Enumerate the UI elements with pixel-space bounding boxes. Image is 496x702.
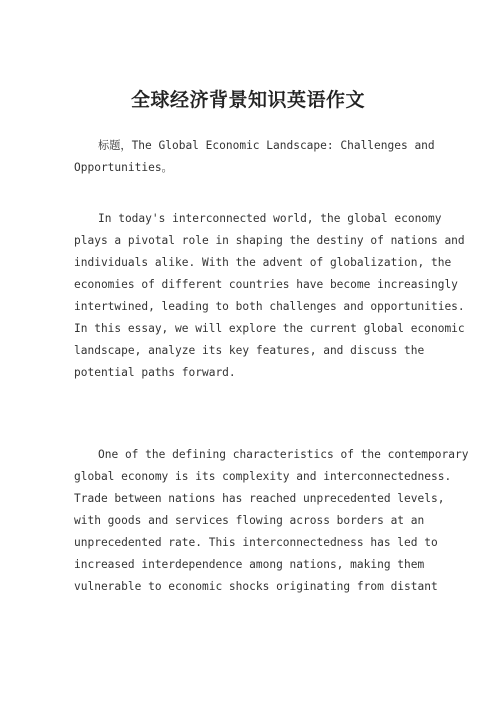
paragraph-line: landscape, analyze its key features, and discuss the bbox=[74, 344, 425, 357]
paragraph-line: potential paths forward. bbox=[74, 366, 236, 379]
paragraph-line: economies of different countries have become increasingly bbox=[74, 278, 458, 291]
paragraph-line: One of the defining characteristics of the contemporary bbox=[98, 448, 469, 461]
paragraph-title-line bbox=[74, 135, 434, 179]
paragraph-line: intertwined, leading to both challenges and opportunities. bbox=[74, 300, 465, 313]
paragraph-line: individuals alike. With the advent of globalization, the bbox=[74, 256, 452, 269]
document-title: 全球经济背景知识英语作文 bbox=[130, 89, 365, 111]
paragraph-line: Opportunities。 bbox=[74, 161, 173, 174]
paragraph-line: Trade between nations has reached unprecedented levels, bbox=[74, 492, 445, 505]
paragraph-line: plays a pivotal role in shaping the destiny of nations and bbox=[74, 234, 465, 247]
paragraph-line: In this essay, we will explore the current global economic bbox=[74, 322, 465, 335]
paragraph-line: increased interdependence among nations, making them bbox=[74, 558, 425, 571]
paragraph-line: vulnerable to economic shocks originating from distant bbox=[74, 580, 438, 593]
paragraph-line: In today's interconnected world, the global economy bbox=[98, 212, 442, 225]
paragraph-line: global economy is its complexity and interconnectedness. bbox=[74, 470, 452, 483]
paragraph-line: unprecedented rate. This interconnectedness has led to bbox=[74, 536, 438, 549]
paragraph-intro bbox=[74, 208, 465, 384]
paragraph-line: with goods and services flowing across borders at an bbox=[74, 514, 425, 527]
paragraph-line: 标题，The Global Economic Landscape: Challenges and bbox=[98, 139, 435, 152]
paragraph-body bbox=[74, 444, 469, 598]
